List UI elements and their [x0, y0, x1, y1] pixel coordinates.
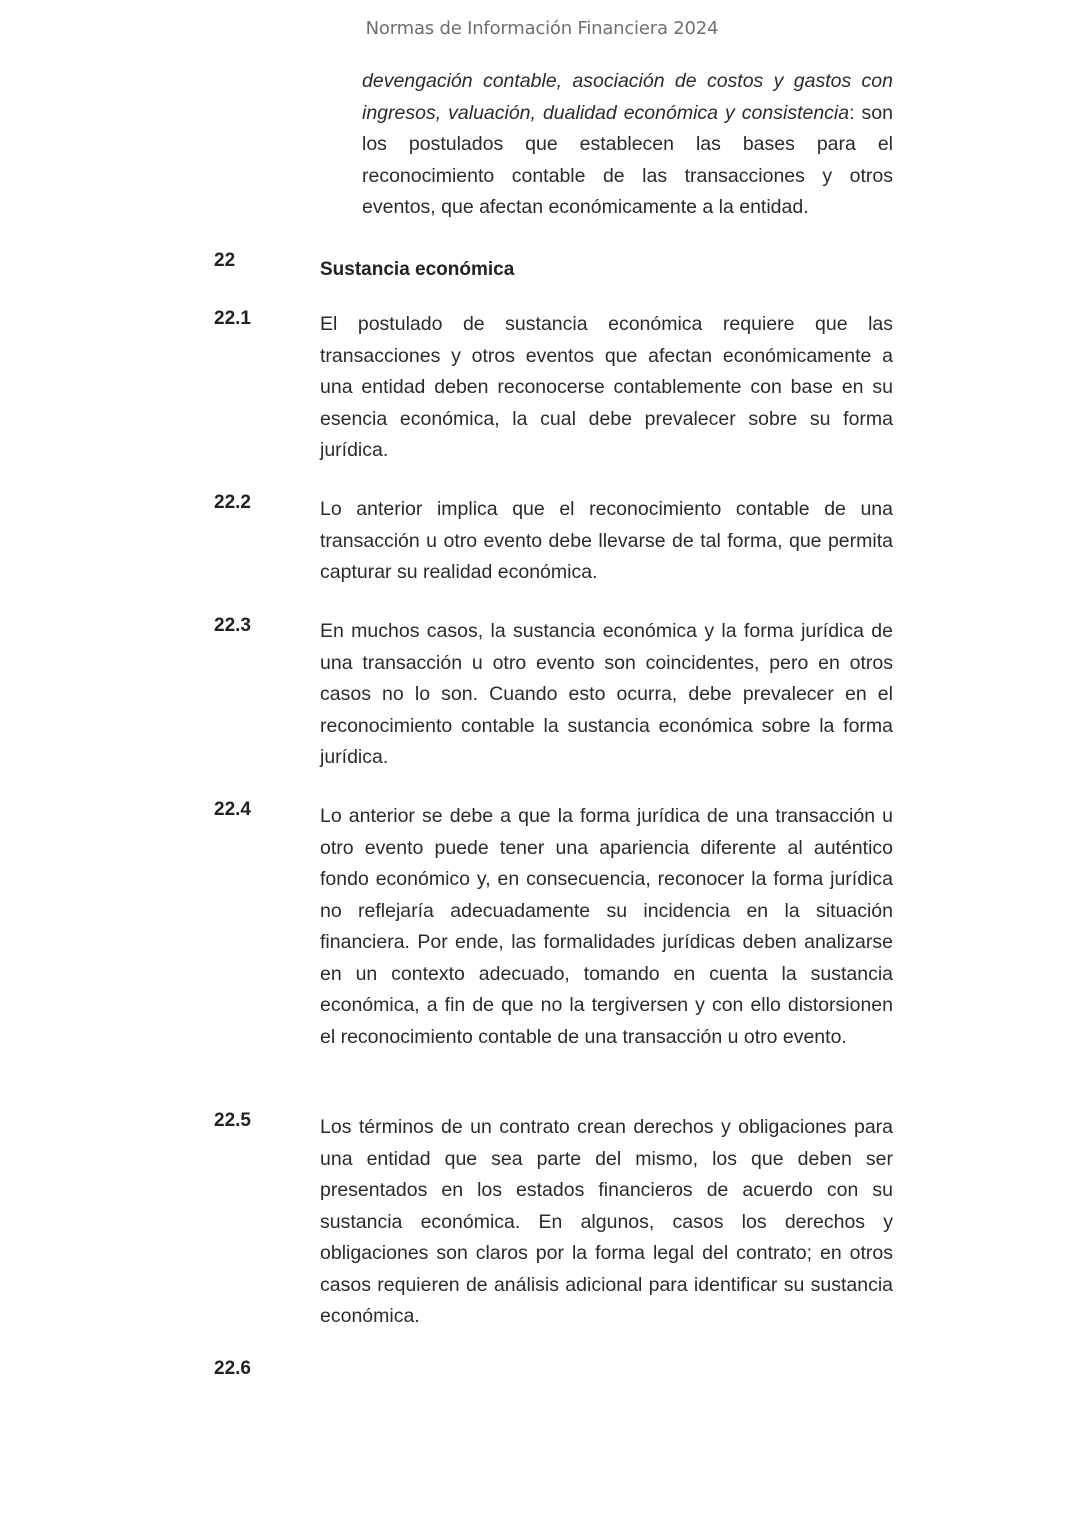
- paragraph-number: 22.5: [214, 1110, 251, 1131]
- section-number: 22: [214, 250, 236, 271]
- paragraph-text: El postulado de sustancia económica requiere que las transacciones y otros eventos que afectan económicamente a una entidad deben reconocerse contablemente con base en su esencia económica, la cual debe prevalecer sobre su forma jurídica.: [320, 313, 893, 461]
- page-header: Normas de Información Financiera 2024: [365, 18, 719, 39]
- paragraph-text: Los términos de un contrato crean derechos y obligaciones para una entidad que sea parte del mismo, los que deben ser presentados en los estados financieros de acuerdo con su sustancia económica. En algunos, casos los derechos y obligaciones son claros por la forma legal del contrato; en otros casos requieren de análisis adicional para identificar su sustancia económica.: [320, 1116, 893, 1327]
- paragraph-text: Lo anterior implica que el reconocimiento contable de una transacción u otro evento debe llevarse de tal forma, que permita capturar su realidad económica.: [320, 498, 893, 583]
- section-title: Sustancia económica: [320, 259, 515, 280]
- intro-text: : son los postulados que establecen las bases para el reconocimiento contable de las transacciones y otros eventos, que afectan económicamente a la entidad.: [362, 101, 893, 218]
- paragraph-number: 22.1: [214, 308, 251, 329]
- intro-italic-text: devengación contable, asociación de costos y gastos con ingresos, valuación, dualidad económica y consistencia: [362, 70, 893, 124]
- paragraph-number: 22.6: [214, 1358, 251, 1379]
- intro-paragraph: [362, 66, 893, 224]
- paragraph-text: Lo anterior se debe a que la forma jurídica de una transacción u otro evento puede tener una apariencia diferente al auténtico fondo económico y, en consecuencia, reconocer la forma jurídica no reflejaría adecuadamente su incidencia en la situación financiera. Por ende, las formalidades jurídicas deben analizarse en un contexto adecuado, tomando en cuenta la sustancia económica, a fin de que no la tergiversen y con ello distorsionen el reconocimiento contable de una transacción u otro evento.: [320, 805, 893, 1048]
- paragraph-number: 22.4: [214, 799, 251, 820]
- paragraph-number: 22.2: [214, 492, 251, 513]
- paragraph-text: En muchos casos, la sustancia económica y la forma jurídica de una transacción u otro evento son coincidentes, pero en otros casos no lo son. Cuando esto ocurra, debe prevalecer en el reconocimiento contable la sustancia económica sobre la forma jurídica.: [320, 620, 893, 768]
- paragraph-number: 22.3: [214, 615, 251, 636]
